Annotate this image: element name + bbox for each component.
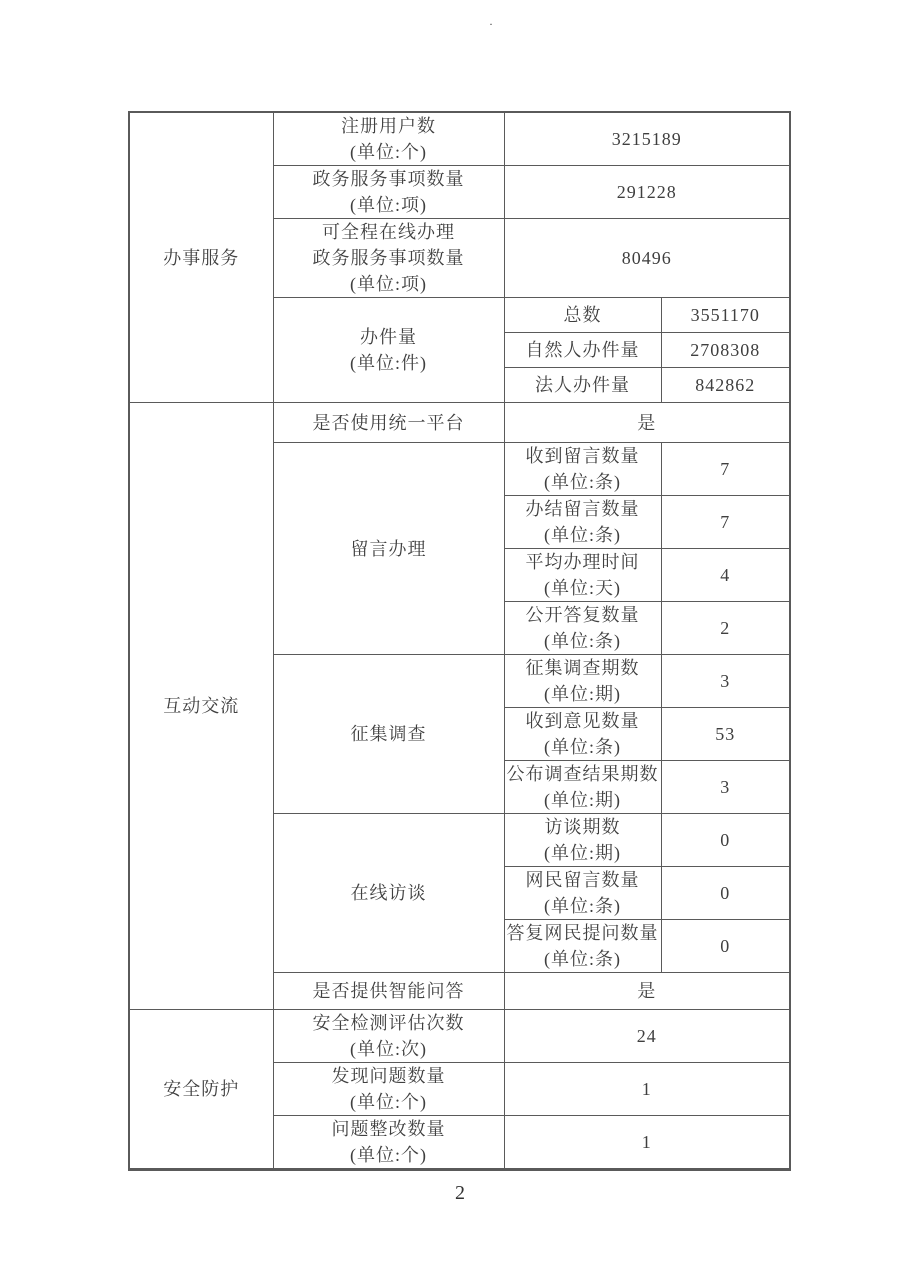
sub-row-label-cell: [504, 655, 661, 708]
row-label-cell: [273, 112, 504, 166]
row-label: 注册用户数: [341, 116, 436, 136]
group-label-banjianliang: [273, 298, 504, 403]
sub-row-unit: (单位:条): [544, 896, 621, 916]
sub-row-label: 公布调查结果期数: [506, 764, 659, 784]
sub-row-value: 7: [661, 496, 790, 549]
row-value: 3215189: [504, 112, 790, 166]
sub-row-unit: (单位:条): [544, 631, 621, 651]
sub-row-label: 平均办理时间: [525, 552, 640, 572]
row-label: 安全检测评估次数: [312, 1013, 465, 1033]
group-unit: (单位:件): [350, 353, 427, 373]
row-label: 发现问题数量: [331, 1066, 446, 1086]
group-label-liuyan: 留言办理: [273, 443, 504, 655]
sub-row-unit: (单位:条): [544, 949, 621, 969]
row-label-cell: [273, 1010, 504, 1063]
sub-row-unit: (单位:期): [544, 843, 621, 863]
sub-row-label-cell: [504, 602, 661, 655]
sub-row-label: 收到留言数量: [525, 446, 640, 466]
sub-row-label-cell: [504, 443, 661, 496]
sub-row-label: 收到意见数量: [525, 711, 640, 731]
row-label-line1: 可全程在线办理: [322, 222, 455, 242]
row-label: 问题整改数量: [331, 1119, 446, 1139]
sub-row-label-cell: [504, 761, 661, 814]
row-unit: (单位:个): [350, 1092, 427, 1112]
sub-row-value: 2708308: [661, 333, 790, 368]
sub-row-value: 7: [661, 443, 790, 496]
table-row: [129, 1010, 790, 1063]
row-label-cell: 是否使用统一平台: [273, 403, 504, 443]
row-unit: (单位:项): [350, 274, 427, 294]
sub-row-value: 0: [661, 867, 790, 920]
sub-row-label: 访谈期数: [544, 817, 621, 837]
sub-row-value: 3: [661, 655, 790, 708]
section-label-security: 安全防护: [129, 1010, 273, 1170]
page-number: 2: [455, 1182, 465, 1204]
sub-row-value: 3551170: [661, 298, 790, 333]
sub-row-unit: (单位:天): [544, 578, 621, 598]
sub-row-label-cell: [504, 549, 661, 602]
row-unit: (单位:次): [350, 1039, 427, 1059]
sub-row-value: 842862: [661, 368, 790, 403]
sub-row-value: 4: [661, 549, 790, 602]
row-label-cell: [273, 1116, 504, 1170]
sub-row-unit: (单位:条): [544, 472, 621, 492]
annual-report-table: [128, 111, 791, 1171]
row-unit: (单位:个): [350, 142, 427, 162]
sub-row-label: 答复网民提问数量: [506, 923, 659, 943]
sub-row-value: 2: [661, 602, 790, 655]
sub-row-label: 总数: [504, 298, 661, 333]
group-label-zhengji: 征集调查: [273, 655, 504, 814]
row-value: 291228: [504, 166, 790, 219]
sub-row-label-cell: [504, 920, 661, 973]
stray-dot-mark: ·: [489, 17, 493, 31]
sub-row-value: 0: [661, 920, 790, 973]
sub-row-label-cell: [504, 708, 661, 761]
row-label: 政务服务事项数量: [312, 169, 465, 189]
sub-row-label: 自然人办件量: [504, 333, 661, 368]
row-value: 1: [504, 1063, 790, 1116]
sub-row-unit: (单位:期): [544, 790, 621, 810]
sub-row-label-cell: [504, 496, 661, 549]
row-unit: (单位:项): [350, 195, 427, 215]
sub-row-unit: (单位:期): [544, 684, 621, 704]
sub-row-label: 网民留言数量: [525, 870, 640, 890]
row-unit: (单位:个): [350, 1145, 427, 1165]
row-value: 24: [504, 1010, 790, 1063]
sub-row-label: 法人办件量: [504, 368, 661, 403]
sub-row-label-cell: [504, 867, 661, 920]
sub-row-label-cell: [504, 814, 661, 867]
table-row: [129, 403, 790, 443]
row-label-cell: [273, 219, 504, 298]
row-label-cell: 是否提供智能问答: [273, 973, 504, 1010]
sub-row-value: 3: [661, 761, 790, 814]
section-label-interaction: 互动交流: [129, 403, 273, 1010]
row-value: 是: [504, 403, 790, 443]
row-label-cell: [273, 166, 504, 219]
sub-row-label: 公开答复数量: [525, 605, 640, 625]
group-label: 办件量: [360, 327, 417, 347]
sub-row-unit: (单位:条): [544, 737, 621, 757]
row-value: 80496: [504, 219, 790, 298]
row-label-cell: [273, 1063, 504, 1116]
row-value: 是: [504, 973, 790, 1010]
sub-row-label: 办结留言数量: [525, 499, 640, 519]
table-row: [129, 112, 790, 166]
sub-row-value: 0: [661, 814, 790, 867]
sub-row-unit: (单位:条): [544, 525, 621, 545]
row-value: 1: [504, 1116, 790, 1170]
sub-row-label: 征集调查期数: [525, 658, 640, 678]
group-label-fangtan: 在线访谈: [273, 814, 504, 973]
section-label-service: 办事服务: [129, 112, 273, 403]
sub-row-value: 53: [661, 708, 790, 761]
row-label-line2: 政务服务事项数量: [312, 248, 465, 268]
